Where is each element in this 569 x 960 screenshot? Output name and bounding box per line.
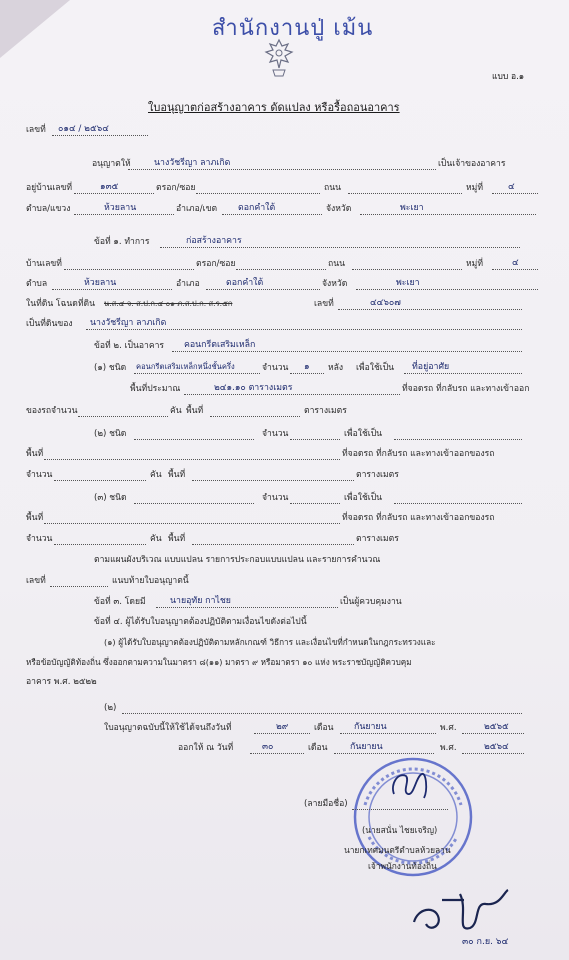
supervisor-name: นายอุทัย กาไชย [170,596,231,606]
cond1-line3: อาคาร พ.ศ. ๒๕๒๒ [26,677,97,687]
signer-name: (นายสนั่น ไชยเจริญ) [362,825,438,835]
subdistrict-label: ตำบล/แขวง [26,204,71,214]
item1-use-label: เพื่อใช้เป็น [356,363,395,373]
item3-num: (๓) ชนิด [94,493,127,503]
item2-area-label: พื้นที่ [26,449,44,459]
district: ดอกคำใต้ [238,203,276,213]
house-no: ๑๓๕ [100,182,119,192]
item3-parking: ที่จอดรถ ที่กลับรถ และทางเข้าออกของรถ [342,513,495,523]
grantee-label: อนุญาตให้ [92,159,131,169]
item1-cars-unit: คัน [170,406,182,416]
issued-day: ๓๐ [262,742,274,752]
moo-number: ๔ [508,182,515,192]
item1-type: คอนกรีตเสริมเหล็กหนึ่งชั้นครึ่ง [136,362,235,371]
land-number: ๔๔๖๐๗ [370,298,401,308]
garuda-emblem-icon [264,38,294,78]
land-label: ในที่ดิน โฉนดที่ดิน [26,299,95,309]
land-no-label: เลขที่ [314,299,334,309]
cond2-label: (๒) [104,703,117,713]
building-material: คอนกรีตเสริมเหล็ก [184,340,256,350]
item1-sqm: ตารางเมตร [304,406,347,416]
clause1-label: ข้อที่ ๑. ทำการ [94,237,150,247]
alley-label: ตรอก/ซอย [156,183,196,193]
item1-parking: ที่จอดรถ ที่กลับรถ และทางเข้าออก [402,384,530,394]
valid-until-month: กันยายน [354,722,387,732]
c1-house-no-label: บ้านเลขที่ [26,259,62,269]
item1-unit: หลัง [328,363,344,373]
office-name: สำนักงานปู่ เม้น [212,16,374,41]
item1-cars-label: ของรถจำนวน [26,406,78,416]
item1-num: (๑) ชนิด [94,363,127,373]
grantee-name: นางวัชรีญา ลาภเกิด [154,158,231,168]
cond1-line1: (๑) ผู้ได้รับใบอนุญาตต้องปฏิบัติตามหลักเกณฑ์ วิธีการ และเงื่อนไขที่กำหนดในกฎกระทรวงและ [104,637,436,647]
subdistrict: ห้วยลาน [104,203,137,213]
district-label: อำเภอ/เขต [176,204,218,214]
signer-position2: เจ้าพนักงานท้องถิ่น [368,861,437,871]
item1-qty-label: จำนวน [262,363,289,373]
c1-province-label: จังหวัด [322,279,348,289]
item1-area: ๒๔๑.๑๐ ตารางเมตร [214,383,293,393]
item2-car-area-label: พื้นที่ [168,470,186,480]
item2-qty-label: จำนวน [262,429,289,439]
province: พะเยา [400,203,424,213]
item2-sqm: ตารางเมตร [356,470,399,480]
land-owner: นางวัชรีญา ลาภเกิด [90,318,167,328]
c1-district: ดอกคำใต้ [226,278,264,288]
item3-sqm: ตารางเมตร [356,534,399,544]
signature-scribble-icon [386,768,436,804]
c1-province: พะเยา [396,278,420,288]
c1-moo: ๔ [512,258,519,268]
item1-car-area-label: พื้นที่ [186,406,204,416]
item1-qty: ๑ [304,362,310,372]
form-code: แบบ อ.๑ [492,72,525,82]
permit-number: ๐๑๔ / ๒๕๖๔ [58,124,109,134]
issued-year: ๒๕๖๔ [484,742,509,752]
item2-cars-label: จำนวน [26,470,53,480]
valid-until-label: ใบอนุญาตฉบับนี้ให้ใช้ได้จนถึงวันที่ [104,723,232,733]
document-title: ใบอนุญาตก่อสร้างอาคาร ดัดแปลง หรือรื้อถอนอาคาร [148,101,400,114]
item3-use-label: เพื่อใช้เป็น [344,493,383,503]
item3-qty-label: จำนวน [262,493,289,503]
valid-until-year: ๒๕๖๕ [484,722,509,732]
issued-month: กันยายน [350,742,383,752]
house-no-label: อยู่บ้านเลขที่ [26,183,73,193]
valid-month-label: เดือน [314,723,334,733]
c1-alley-label: ตรอก/ซอย [196,259,236,269]
cond1-line2: หรือข้อบัญญัติท้องถิ่น ซึ่งออกตามความในมาตรา ๘(๑๑) มาตรา ๙ หรือมาตรา ๑๐ แห่ง พระราชบัญญัติควบคุม [26,657,412,667]
item2-cars-unit: คัน [150,470,162,480]
c1-subdistrict: ห้วยลาน [84,278,117,288]
c1-district-label: อำเภอ [176,279,200,289]
c1-subdistrict-label: ตำบล [26,279,48,289]
valid-year-label: พ.ศ. [440,723,457,733]
clause4-label: ข้อที่ ๔. ผู้ได้รับใบอนุญาตต้องปฏิบัติตามเงื่อนไขดังต่อไปนี้ [94,617,307,627]
stamp-date: ๓๐ ก.ย. ๖๔ [462,937,509,947]
land-owner-label: เป็นที่ดินของ [26,319,73,329]
plan-no-suffix: แนบท้ายใบอนุญาตนี้ [112,576,189,586]
clause3-suffix: เป็นผู้ควบคุมงาน [340,597,402,607]
folded-corner [0,0,70,58]
province-label: จังหวัด [326,204,352,214]
issued-label: ออกให้ ณ วันที่ [178,743,234,753]
signer-position: นายกเทศมนตรีตำบลห้วยลาน [344,845,451,855]
item3-cars-unit: คัน [150,534,162,544]
moo-label: หมู่ที่ [466,183,483,193]
c1-road-label: ถนน [328,259,345,269]
plan-no-label: เลขที่ [26,576,46,586]
item2-num: (๒) ชนิด [94,429,127,439]
item2-use-label: เพื่อใช้เป็น [344,429,383,439]
item2-parking: ที่จอดรถ ที่กลับรถ และทางเข้าออกของรถ [342,449,495,459]
land-types: น.ส.๔ จ. ส.ป.ก.๔ ๐๑ ภ.ส.ป.ก. ส.ร.๕ก [104,299,233,308]
item3-cars-label: จำนวน [26,534,53,544]
item3-area-label: พื้นที่ [26,513,44,523]
valid-until-day: ๒๙ [276,722,289,732]
issued-year-label: พ.ศ. [440,743,457,753]
permit-number-label: เลขที่ [26,125,46,135]
item1-use: ที่อยู่อาศัย [412,362,450,372]
clause1-action: ก่อสร้างอาคาร [186,236,242,246]
c1-moo-label: หมู่ที่ [466,259,483,269]
road-label: ถนน [324,183,341,193]
issued-month-label: เดือน [308,743,328,753]
signature-label: (ลายมือชื่อ) [304,799,348,809]
owner-suffix: เป็นเจ้าของอาคาร [438,159,506,169]
plan-text: ตามแผนผังบริเวณ แบบแปลน รายการประกอบแบบแปลน และรายการคำนวณ [94,555,381,565]
clause3-label: ข้อที่ ๓. โดยมี [94,597,146,607]
item1-area-label: พื้นที่ประมาณ [130,384,181,394]
clause2-label: ข้อที่ ๒. เป็นอาคาร [94,341,165,351]
item3-car-area-label: พื้นที่ [168,534,186,544]
